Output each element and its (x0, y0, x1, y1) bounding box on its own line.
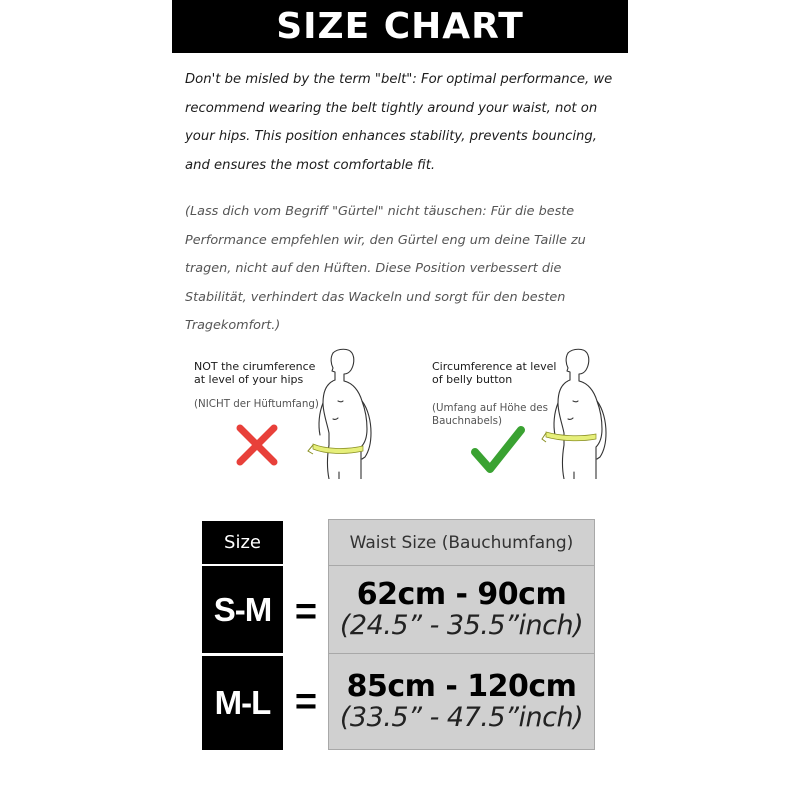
page-header (172, 0, 628, 53)
waist-size-column (328, 519, 595, 750)
intro-english-text: Don't be misled by the term "belt": For optimal performance, we recommend wearing the belt tightly around your waist, not on your hips. This position enhances stability, prevents bouncing, and ensures the most comfortable fit. (185, 72, 613, 173)
size-label-sm: S-M (202, 566, 283, 653)
man-figure-belly (540, 347, 620, 479)
wrong-subcaption: (NICHT der Hüftumfang) (194, 398, 319, 410)
waist-cm-sm: 62cm - 90cm (356, 577, 567, 612)
waist-inch-ml: (33.5” - 47.5”inch) (339, 702, 584, 733)
waist-row-sm (329, 567, 594, 654)
size-label-ml: M-L (202, 656, 283, 750)
cross-icon (234, 422, 280, 468)
equals-sign-sm: = (294, 590, 318, 633)
size-column-header: Size (202, 521, 283, 564)
waist-row-ml (329, 655, 594, 749)
wrong-caption-line1: NOT the cirumference (194, 360, 316, 373)
right-subcaption-line2: Bauchnabels) (432, 415, 503, 427)
check-icon (470, 424, 526, 476)
right-caption-line1: Circumference at level (432, 360, 557, 373)
intro-german-text: (Lass dich vom Begriff "Gürtel" nicht täuschen: Für die beste Performance empfehlen wir, den Gürtel eng um deine Taille zu tragen, nicht auf den Hüften. Diese Position verbessert die Stabilität, verhindert das Wackeln und sorgt für den besten Tragekomfort.) (185, 204, 586, 333)
man-figure-hips (305, 347, 385, 479)
right-subcaption-line1: (Umfang auf Höhe des (432, 402, 549, 414)
waist-cm-ml: 85cm - 120cm (346, 669, 577, 704)
right-caption-line2: of belly button (432, 373, 513, 386)
wrong-caption-line2: at level of your hips (194, 373, 304, 386)
page-title: SIZE CHART (276, 5, 524, 47)
waist-column-header: Waist Size (Bauchumfang) (329, 520, 594, 566)
waist-inch-sm: (24.5” - 35.5”inch) (339, 610, 584, 641)
equals-sign-ml: = (294, 680, 318, 723)
